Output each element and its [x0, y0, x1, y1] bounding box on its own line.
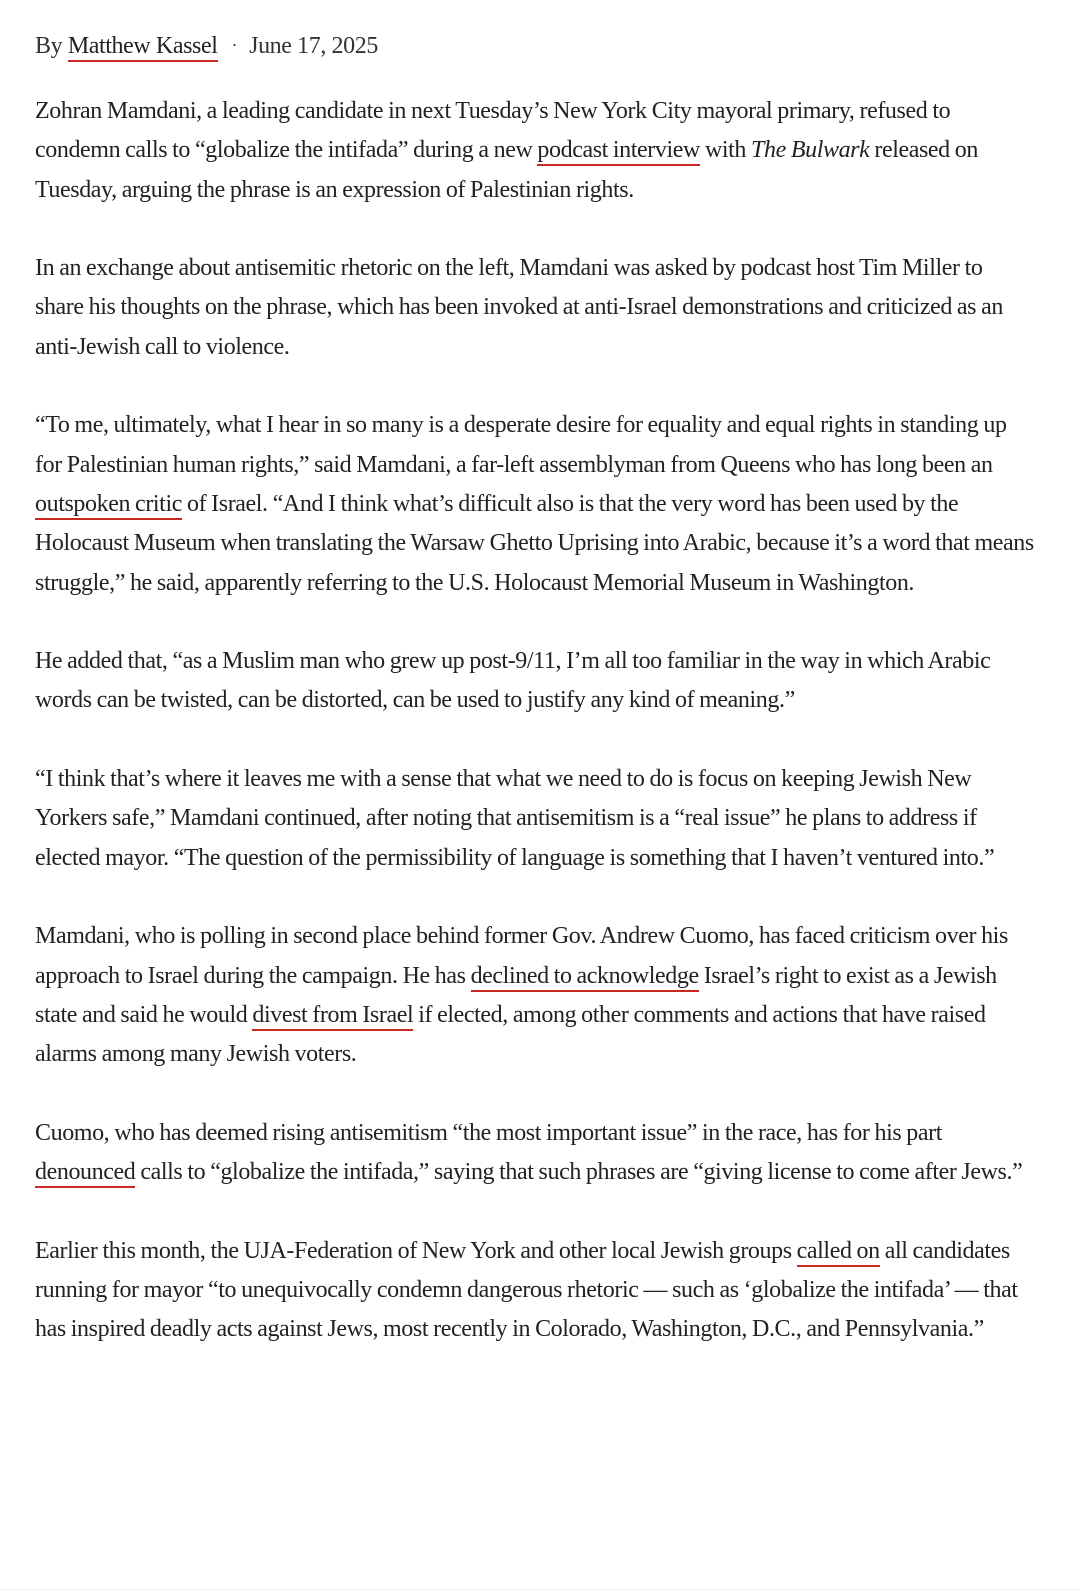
byline-separator: · — [231, 35, 238, 55]
article-body — [35, 28, 1035, 1389]
paragraph-6 — [35, 917, 1035, 1074]
bottom-divider — [0, 1589, 1080, 1590]
paragraph-text: calls to “globalize the intifada,” saying that such phrases are “giving license to come after Jews.” — [135, 1159, 1023, 1186]
publish-date: June 17, 2025 — [249, 33, 378, 59]
called-on-link[interactable]: called on — [797, 1238, 880, 1267]
paragraph-text: “To me, ultimately, what I hear in so many is a desperate desire for equality and equal rights in standing up for Palestinian human rights,” said Mamdani, a far-left assemblyman from Queens who has long been an — [35, 412, 1007, 478]
divest-from-israel-link[interactable]: divest from Israel — [252, 1002, 413, 1031]
declined-to-acknowledge-link[interactable]: declined to acknowledge — [471, 963, 699, 992]
paragraph-7 — [35, 1114, 1035, 1193]
paragraph-text: all candidates running for mayor “to unequivocally condemn dangerous rhetoric — such as ‘globalize the intifada’ — that has inspired deadly acts against Jews, most recently in Colorado, Washington, D.C., and Pennsylvania.” — [35, 1237, 1018, 1343]
paragraph-text: if elected, among other comments and actions that have raised alarms among many Jewish voters. — [35, 1001, 986, 1068]
paragraph-text: with — [699, 137, 752, 164]
paragraph-text: In an exchange about antisemitic rhetoric on the left, Mamdani was asked by podcast host Tim Miller to share his thoughts on the phrase, which has been invoked at anti-Israel demonstrations and criticized as an anti-Jewish call to violence. — [35, 255, 1003, 360]
byline — [35, 28, 1035, 63]
paragraph-2 — [35, 249, 1035, 367]
podcast-interview-link[interactable]: podcast interview — [537, 137, 700, 166]
paragraph-text: Mamdani, who is polling in second place behind former Gov. Andrew Cuomo, has faced criticism over his approach to Israel during the campaign. He has — [35, 923, 1008, 989]
paragraph-text: Earlier this month, the UJA-Federation of New York and other local Jewish groups — [35, 1237, 797, 1264]
paragraph-8 — [35, 1232, 1035, 1350]
outspoken-critic-link[interactable]: outspoken critic — [35, 491, 182, 520]
paragraph-5 — [35, 760, 1035, 878]
byline-prefix: By — [35, 33, 68, 59]
paragraph-1 — [35, 92, 1035, 210]
paragraph-text: of Israel. “And I think what’s difficult also is that the very word has been used by the Holocaust Museum when translating the Warsaw Ghetto Uprising into Arabic, because it’s a word that means struggle,” he said, apparently referring to the U.S. Holocaust Memorial Museum in Washington. — [35, 490, 1034, 596]
paragraph-text: “I think that’s where it leaves me with a sense that what we need to do is focus on keeping Jewish New Yorkers safe,” Mamdani continued, after noting that antisemitism is a “real issue” he plans to address if elected mayor. “The question of the permissibility of language is something that I haven’t ventured into.” — [35, 766, 995, 871]
paragraph-text: Israel’s right to exist as a Jewish state and said he would — [35, 962, 997, 1028]
paragraph-3 — [35, 406, 1035, 602]
paragraph-text: He added that, “as a Muslim man who grew up post-9/11, I’m all too familiar in the way in which Arabic words can be twisted, can be distorted, can be used to justify any kind of meaning.” — [35, 648, 991, 714]
publication-name: The Bulwark — [751, 137, 870, 164]
paragraph-4 — [35, 642, 1035, 721]
author-link[interactable]: Matthew Kassel — [68, 33, 218, 62]
denounced-link[interactable]: denounced — [35, 1159, 135, 1188]
paragraph-text: Zohran Mamdani, a leading candidate in next Tuesday’s New York City mayoral primary, refused to condemn calls to “globalize the intifada” during a new — [35, 98, 951, 164]
paragraph-text: Cuomo, who has deemed rising antisemitism “the most important issue” in the race, has for his part — [35, 1119, 943, 1146]
paragraph-text: released on Tuesday, arguing the phrase is an expression of Palestinian rights. — [35, 137, 978, 203]
